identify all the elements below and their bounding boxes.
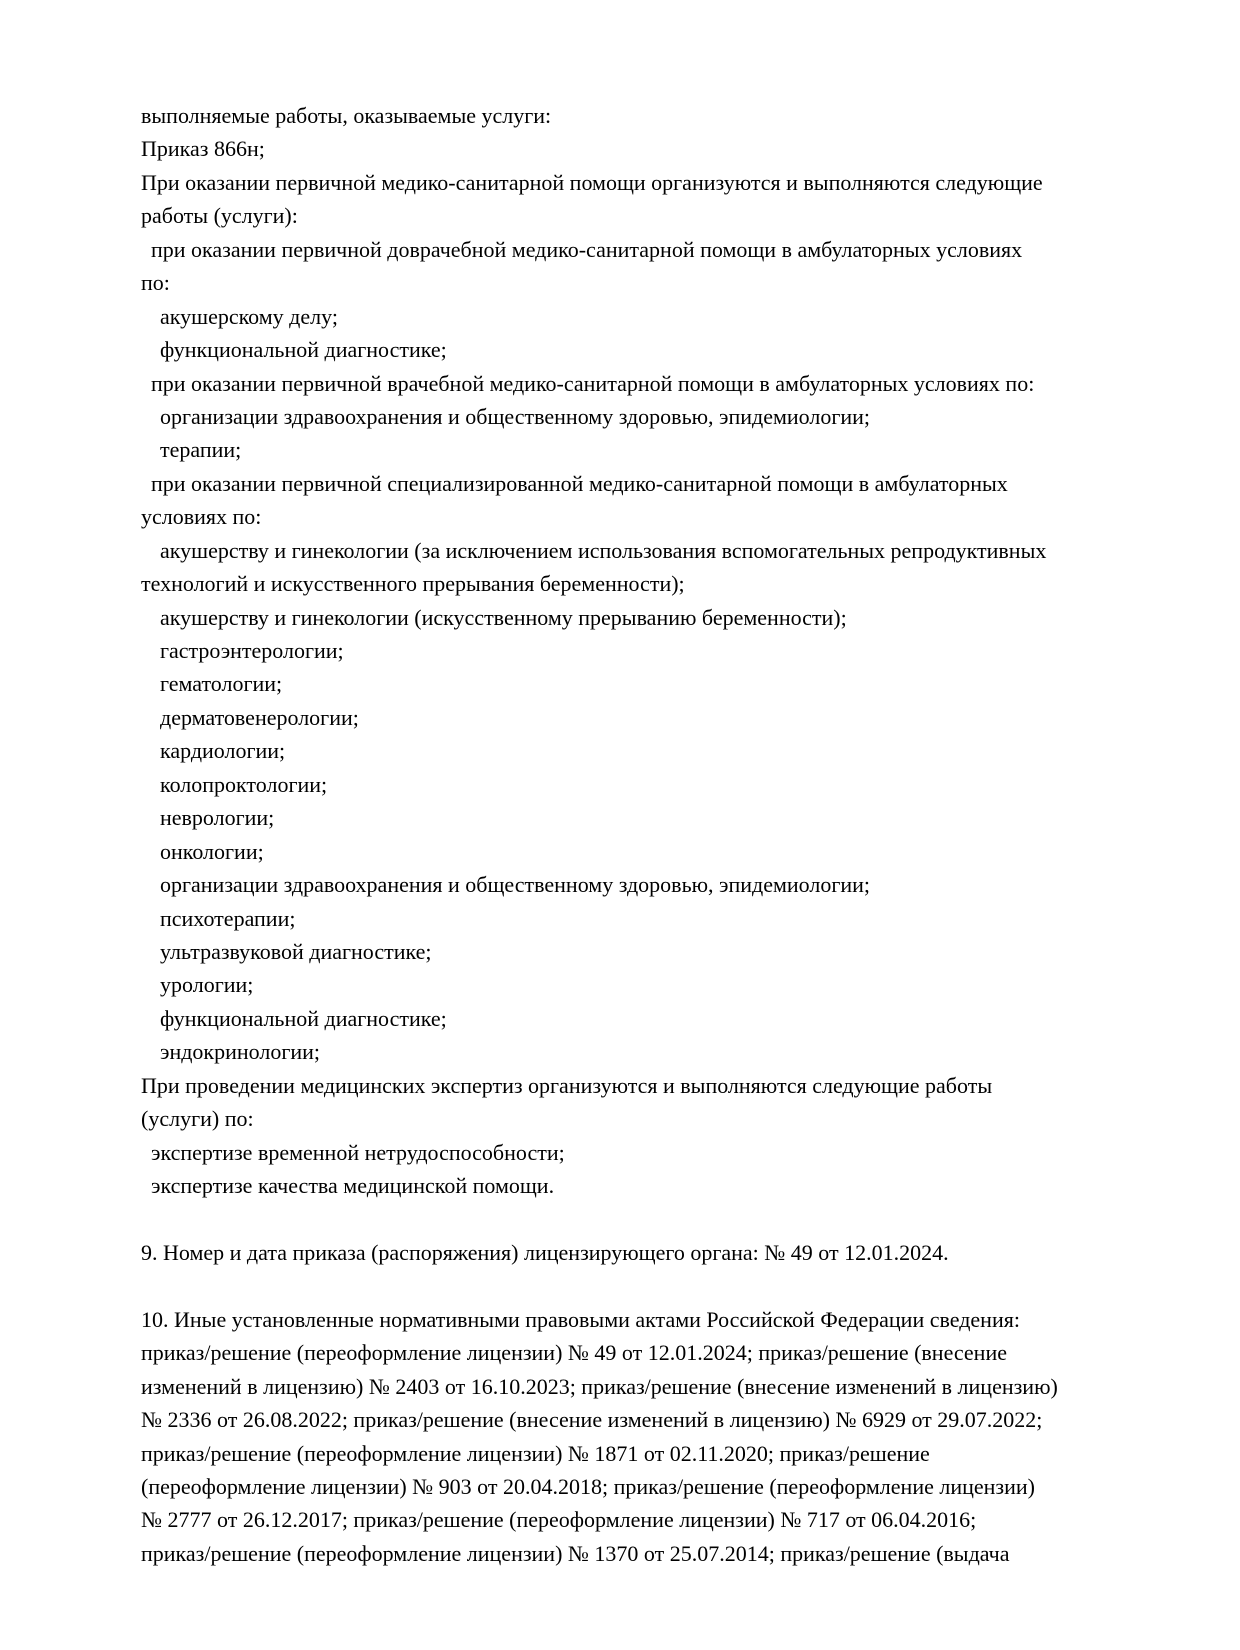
text-line bbox=[141, 801, 1171, 834]
text-line-content: выполняемые работы, оказываемые услуги: bbox=[141, 103, 552, 128]
text-line-content: функциональной диагностике; bbox=[160, 1005, 447, 1031]
text-line-content: онкологии; bbox=[160, 838, 264, 864]
text-line-content: функциональной диагностике; bbox=[160, 337, 447, 363]
text-line-content: технологий и искусственного прерывания беременности); bbox=[141, 571, 685, 597]
text-line bbox=[141, 1236, 1171, 1269]
text-line bbox=[141, 400, 1171, 433]
text-line-content: колопроктологии; bbox=[160, 771, 328, 797]
text-line bbox=[141, 868, 1171, 901]
document-body bbox=[141, 99, 1171, 1570]
text-line-content: акушерству и гинекологии (за исключением использования вспомогательных репродуктивных bbox=[160, 537, 1047, 563]
text-line bbox=[141, 667, 1171, 700]
text-line bbox=[141, 132, 1171, 165]
text-line bbox=[141, 1102, 1171, 1135]
text-line-content: неврологии; bbox=[160, 805, 275, 831]
text-line bbox=[141, 567, 1171, 600]
text-line bbox=[141, 601, 1171, 634]
text-line bbox=[141, 1370, 1171, 1403]
text-line bbox=[141, 266, 1171, 299]
text-line bbox=[141, 534, 1171, 567]
text-line-content: кардиологии; bbox=[160, 738, 286, 764]
text-line-content: 9. Номер и дата приказа (распоряжения) лицензирующего органа: № 49 от 12.01.2024. bbox=[141, 1239, 949, 1265]
text-line-content: организации здравоохранения и общественному здоровью, эпидемиологии; bbox=[160, 872, 871, 898]
text-line-content: приказ/решение (переоформление лицензии) № 1871 от 02.11.2020; приказ/решение bbox=[141, 1440, 930, 1466]
text-line-content: изменений в лицензию) № 2403 от 16.10.2023; приказ/решение (внесение изменений в лицензию) bbox=[141, 1373, 1058, 1399]
text-line bbox=[141, 968, 1171, 1001]
text-line bbox=[141, 99, 1171, 132]
text-line bbox=[141, 433, 1171, 466]
text-line-content: приказ/решение (переоформление лицензии) № 49 от 12.01.2024; приказ/решение (внесение bbox=[141, 1340, 1007, 1366]
text-line bbox=[141, 1002, 1171, 1035]
text-line-content: при оказании первичной врачебной медико-санитарной помощи в амбулаторных условиях по: bbox=[151, 370, 1035, 396]
text-line bbox=[141, 467, 1171, 500]
text-line-content: № 2777 от 26.12.2017; приказ/решение (переоформление лицензии) № 717 от 06.04.2016; bbox=[141, 1507, 977, 1533]
text-line bbox=[141, 734, 1171, 767]
text-line-content: гастроэнтерологии; bbox=[160, 638, 344, 663]
text-line bbox=[141, 1169, 1171, 1202]
text-line bbox=[141, 1269, 1171, 1302]
text-line bbox=[141, 500, 1171, 533]
text-line-content: условиях по: bbox=[141, 504, 262, 530]
text-line bbox=[141, 367, 1171, 400]
text-line bbox=[141, 835, 1171, 868]
text-line-content: психотерапии; bbox=[160, 905, 296, 931]
text-line-content: акушерскому делу; bbox=[160, 303, 338, 329]
text-line-content: урологии; bbox=[160, 972, 254, 998]
text-line bbox=[141, 1537, 1171, 1570]
text-line bbox=[141, 1069, 1171, 1102]
text-line-content: работы (услуги): bbox=[141, 203, 298, 229]
text-line bbox=[141, 199, 1171, 232]
text-line bbox=[141, 1202, 1171, 1235]
text-line-content: экспертизе качества медицинской помощи. bbox=[151, 1173, 555, 1198]
text-line bbox=[141, 768, 1171, 801]
text-line bbox=[141, 935, 1171, 968]
text-line-content: организации здравоохранения и общественному здоровью, эпидемиологии; bbox=[160, 403, 871, 429]
text-line bbox=[141, 233, 1171, 266]
text-line-content: эндокринологии; bbox=[160, 1039, 321, 1065]
text-line bbox=[141, 902, 1171, 935]
text-line-content: терапии; bbox=[160, 437, 242, 463]
text-line-content: 10. Иные установленные нормативными правовыми актами Российской Федерации сведения: bbox=[141, 1306, 1020, 1332]
text-line-content: При проведении медицинских экспертиз организуются и выполняются следующие работы bbox=[141, 1072, 993, 1098]
text-line-content: При оказании первичной медико-санитарной помощи организуются и выполняются следующие bbox=[141, 169, 1043, 195]
text-line-content: акушерству и гинекологии (искусственному прерыванию беременности); bbox=[160, 604, 847, 630]
text-line bbox=[141, 1136, 1171, 1169]
text-line-content: по: bbox=[141, 270, 170, 296]
text-line bbox=[141, 166, 1171, 199]
text-line bbox=[141, 634, 1171, 667]
text-line bbox=[141, 1403, 1171, 1436]
text-line-content: Приказ 866н; bbox=[141, 136, 265, 162]
text-line bbox=[141, 1470, 1171, 1503]
text-line bbox=[141, 1336, 1171, 1369]
text-line bbox=[141, 1035, 1171, 1068]
text-line-content: экспертизе временной нетрудоспособности; bbox=[151, 1139, 565, 1165]
text-line bbox=[141, 1503, 1171, 1536]
text-line bbox=[141, 333, 1171, 366]
text-line bbox=[141, 1303, 1171, 1336]
text-line bbox=[141, 701, 1171, 734]
text-line-content: гематологии; bbox=[160, 671, 283, 697]
text-line-content: при оказании первичной специализированной медико-санитарной помощи в амбулаторных bbox=[151, 470, 1008, 496]
text-line bbox=[141, 1437, 1171, 1470]
text-line-content: приказ/решение (переоформление лицензии) № 1370 от 25.07.2014; приказ/решение (выдача bbox=[141, 1540, 1010, 1566]
text-line-content: ультразвуковой диагностике; bbox=[160, 938, 432, 964]
text-line-content: (переоформление лицензии) № 903 от 20.04.2018; приказ/решение (переоформление лицензии) bbox=[141, 1473, 1035, 1499]
text-line-content: при оказании первичной доврачебной медико-санитарной помощи в амбулаторных условиях bbox=[151, 236, 1023, 262]
text-line bbox=[141, 300, 1171, 333]
text-line-content: дерматовенерологии; bbox=[160, 704, 359, 730]
text-line-content: (услуги) по: bbox=[141, 1106, 254, 1132]
text-line-content: № 2336 от 26.08.2022; приказ/решение (внесение изменений в лицензию) № 6929 от 29.07.2022; bbox=[141, 1407, 1043, 1433]
